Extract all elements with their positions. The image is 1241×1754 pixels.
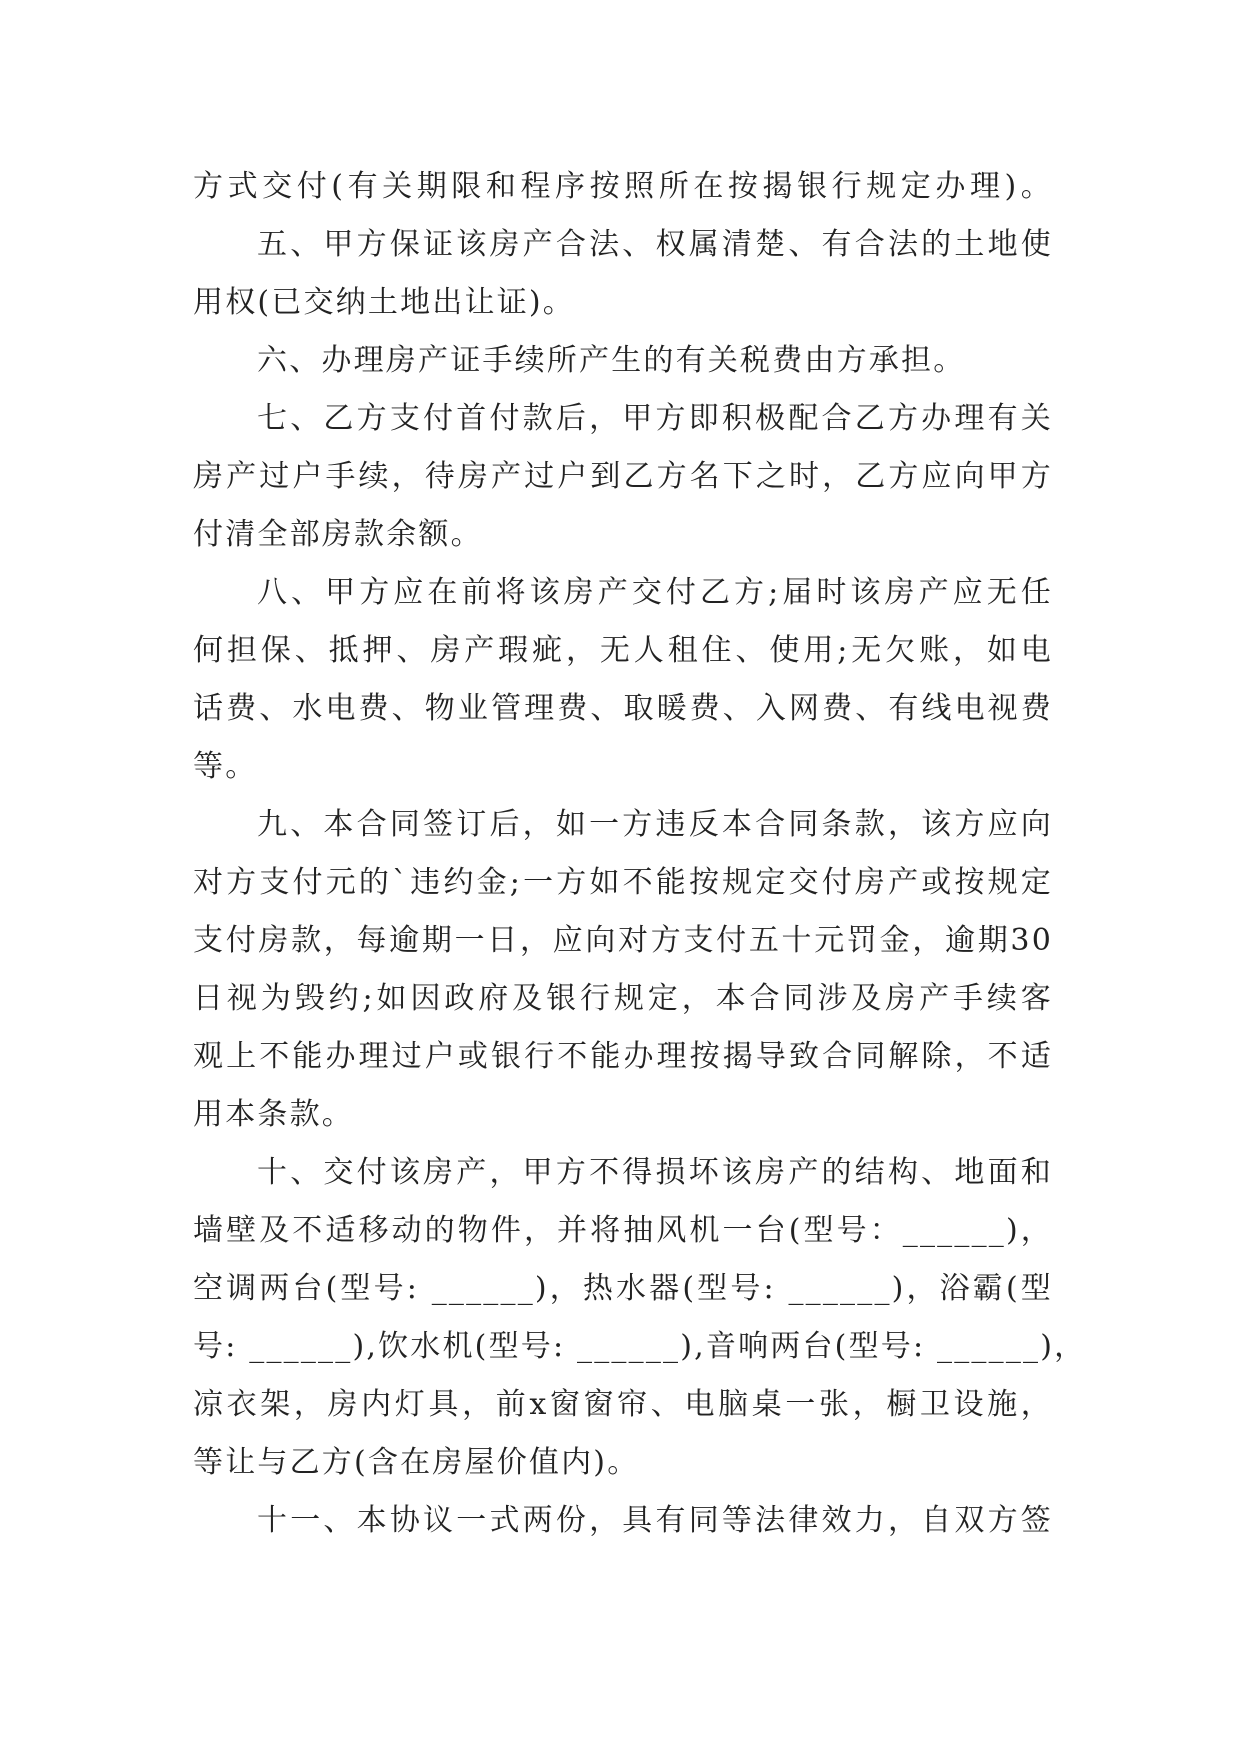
text-line: 日视为毁约;如因政府及银行规定，本合同涉及房产手续客 [193, 981, 1053, 1016]
text-line: 号: ______),饮水机(型号: ______),音响两台(型号: ______)， [193, 1329, 1087, 1364]
text-line: 付清全部房款余额。 [193, 517, 483, 552]
text-line: 用本条款。 [193, 1097, 354, 1132]
contract-text [193, 158, 1087, 1550]
text-line: 对方支付元的`违约金;一方如不能按规定交付房产或按规定 [193, 865, 1053, 900]
text-line: 支付房款，每逾期一日，应向对方支付五十元罚金，逾期30 [193, 923, 1053, 958]
paragraph-clause-8: 八、甲方应在前将该房产交付乙方;届时该房产应无任 [257, 575, 1053, 610]
text-line: 房产过户手续，待房产过户到乙方名下之时，乙方应向甲方 [193, 459, 1053, 494]
text-line: 话费、水电费、物业管理费、取暖费、入网费、有线电视费 [193, 691, 1053, 726]
paragraph-clause-10: 十、交付该房产，甲方不得损坏该房产的结构、地面和 [257, 1155, 1053, 1190]
paragraph-clause-7: 七、乙方支付首付款后，甲方即积极配合乙方办理有关 [257, 401, 1053, 436]
paragraph-clause-11: 十一、本协议一式两份，具有同等法律效力，自双方签 [257, 1503, 1053, 1538]
text-line: 用权(已交纳土地出让证)。 [193, 285, 576, 320]
paragraph-clause-5: 五、甲方保证该房产合法、权属清楚、有合法的土地使 [257, 227, 1053, 262]
text-line: 空调两台(型号: ______)，热水器(型号: ______)，浴霸(型 [193, 1271, 1053, 1306]
text-line: 何担保、抵押、房产瑕疵，无人租住、使用;无欠账，如电 [193, 633, 1053, 668]
paragraph-clause-9: 九、本合同签订后，如一方违反本合同条款，该方应向 [257, 807, 1053, 842]
text-line: 等。 [193, 749, 258, 784]
text-line: 观上不能办理过户或银行不能办理按揭导致合同解除，不适 [193, 1039, 1053, 1074]
text-line: 墙壁及不适移动的物件，并将抽风机一台(型号：______)， [193, 1213, 1053, 1248]
text-line: 凉衣架，房内灯具，前x窗窗帘、电脑桌一张，橱卫设施， [193, 1387, 1053, 1422]
text-line: 等让与乙方(含在房屋价值内)。 [193, 1445, 640, 1480]
text-line: 方式交付(有关期限和程序按照所在按揭银行规定办理)。 [193, 169, 1053, 204]
paragraph-clause-6: 六、办理房产证手续所产生的有关税费由方承担。 [257, 343, 966, 378]
